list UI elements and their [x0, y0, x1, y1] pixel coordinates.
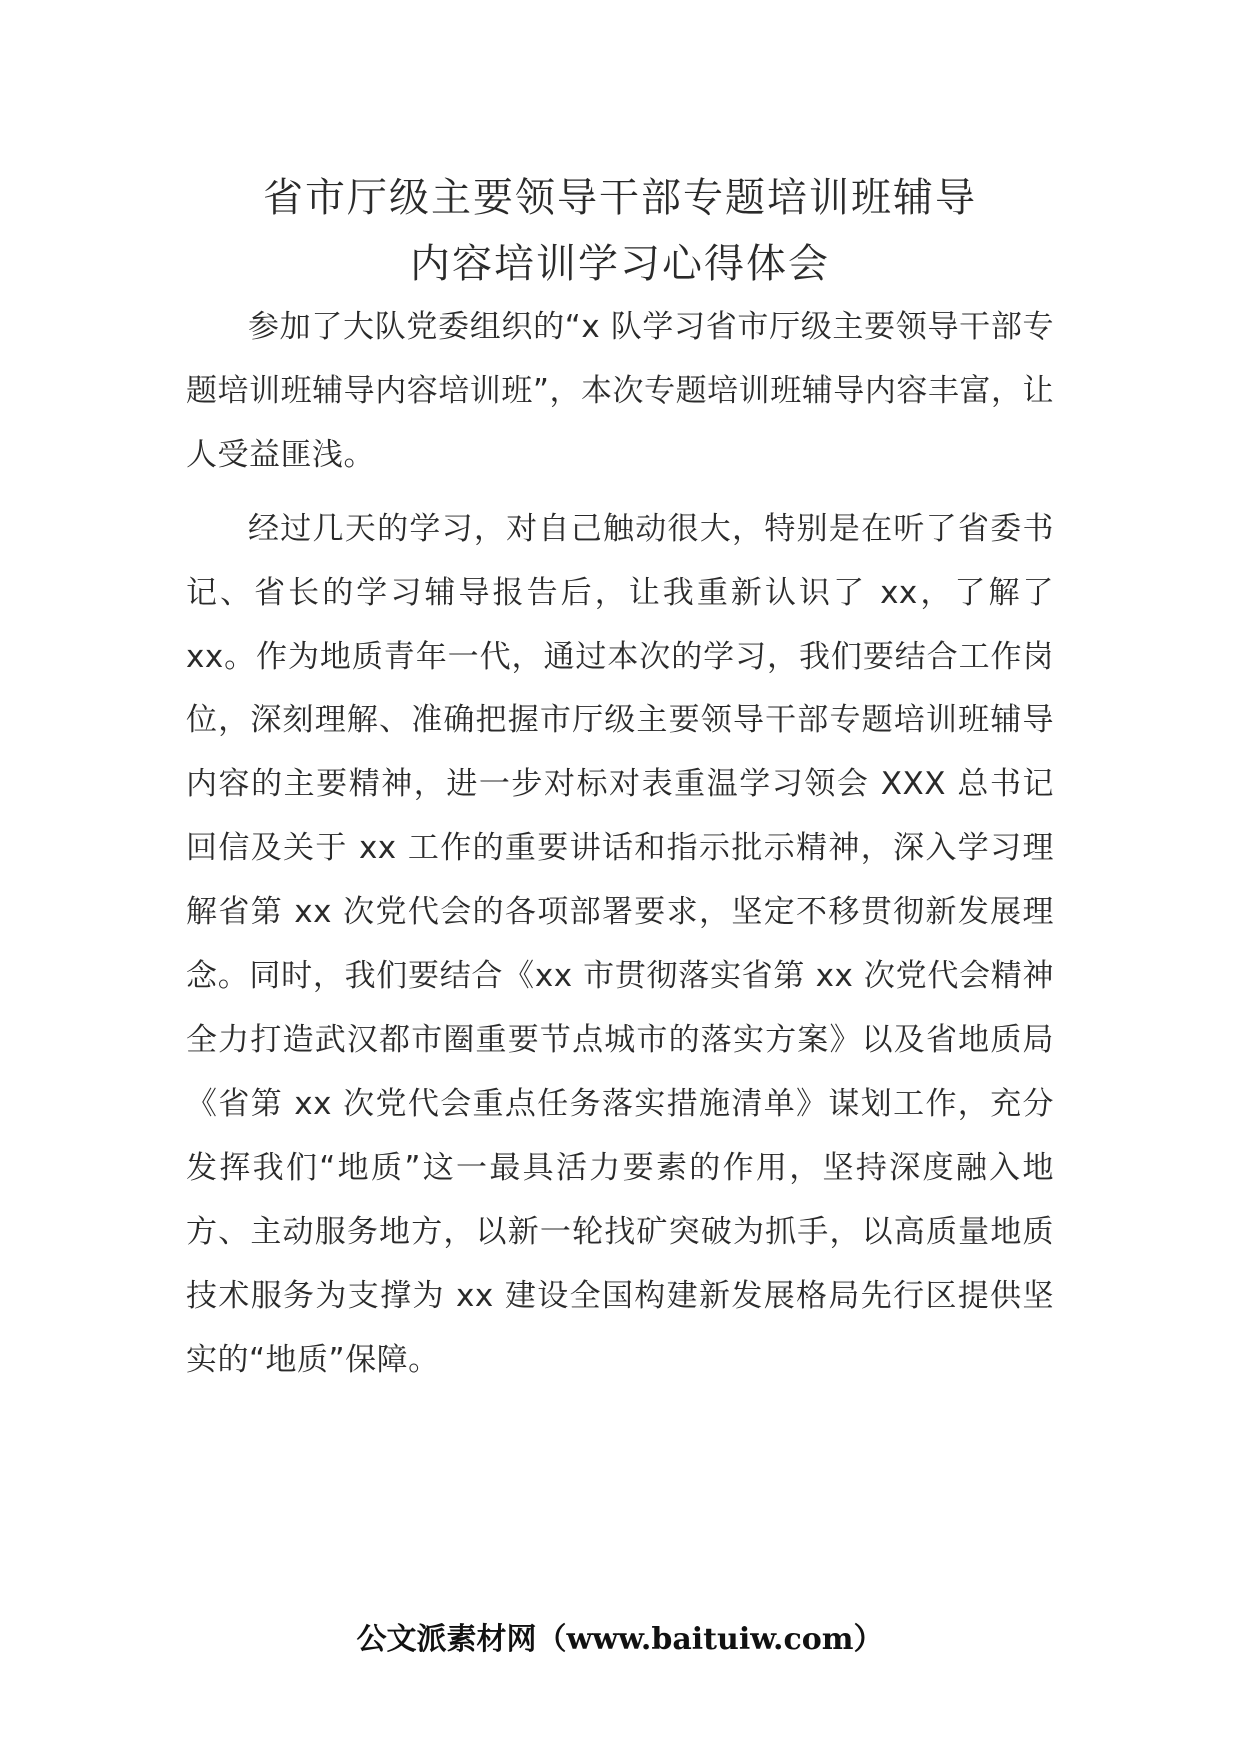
paragraph-1: 参加了大队党委组织的“x 队学习省市厅级主要领导干部专题培训班辅导内容培训班”，本次专题培训班辅导内容丰富，让人受益匪浅。 [186, 309, 1054, 473]
document-title-line-2: 内容培训学习心得体会 [410, 241, 830, 287]
footer-source-text: 公文派素材网（www.baituiw.com） [356, 1622, 884, 1657]
document-title-line-1: 省市厅级主要领导干部专题培训班辅导 [263, 175, 977, 221]
document-body [186, 296, 1054, 1392]
paragraph-2: 经过几天的学习，对自己触动很大，特别是在听了省委书记、省长的学习辅导报告后，让我重新认识了 xx，了解了 xx。作为地质青年一代，通过本次的学习，我们要结合工作岗位，深刻理解、准确把握市厅级主要领导干部专题培训班辅导内容的主要精神，进一步对标对表重温学习领会 XXX 总书记回信及关于 xx 工作的重要讲话和指示批示精神，深入学习理解省第 xx 次党代会的各项部署要求，坚定不移贯彻新发展理念。同时，我们要结合《xx 市贯彻落实省第 xx 次党代会精神全力打造武汉都市圈重要节点城市的落实方案》以及省地质局《省第 xx 次党代会重点任务落实措施清单》谋划工作，充分发挥我们“地质”这一最具活力要素的作用，坚持深度融入地方、主动服务地方，以新一轮找矿突破为抓手，以高质量地质技术服务为支撑为 xx 建设全国构建新发展格局先行区提供坚实的“地质”保障。 [186, 510, 1054, 1378]
